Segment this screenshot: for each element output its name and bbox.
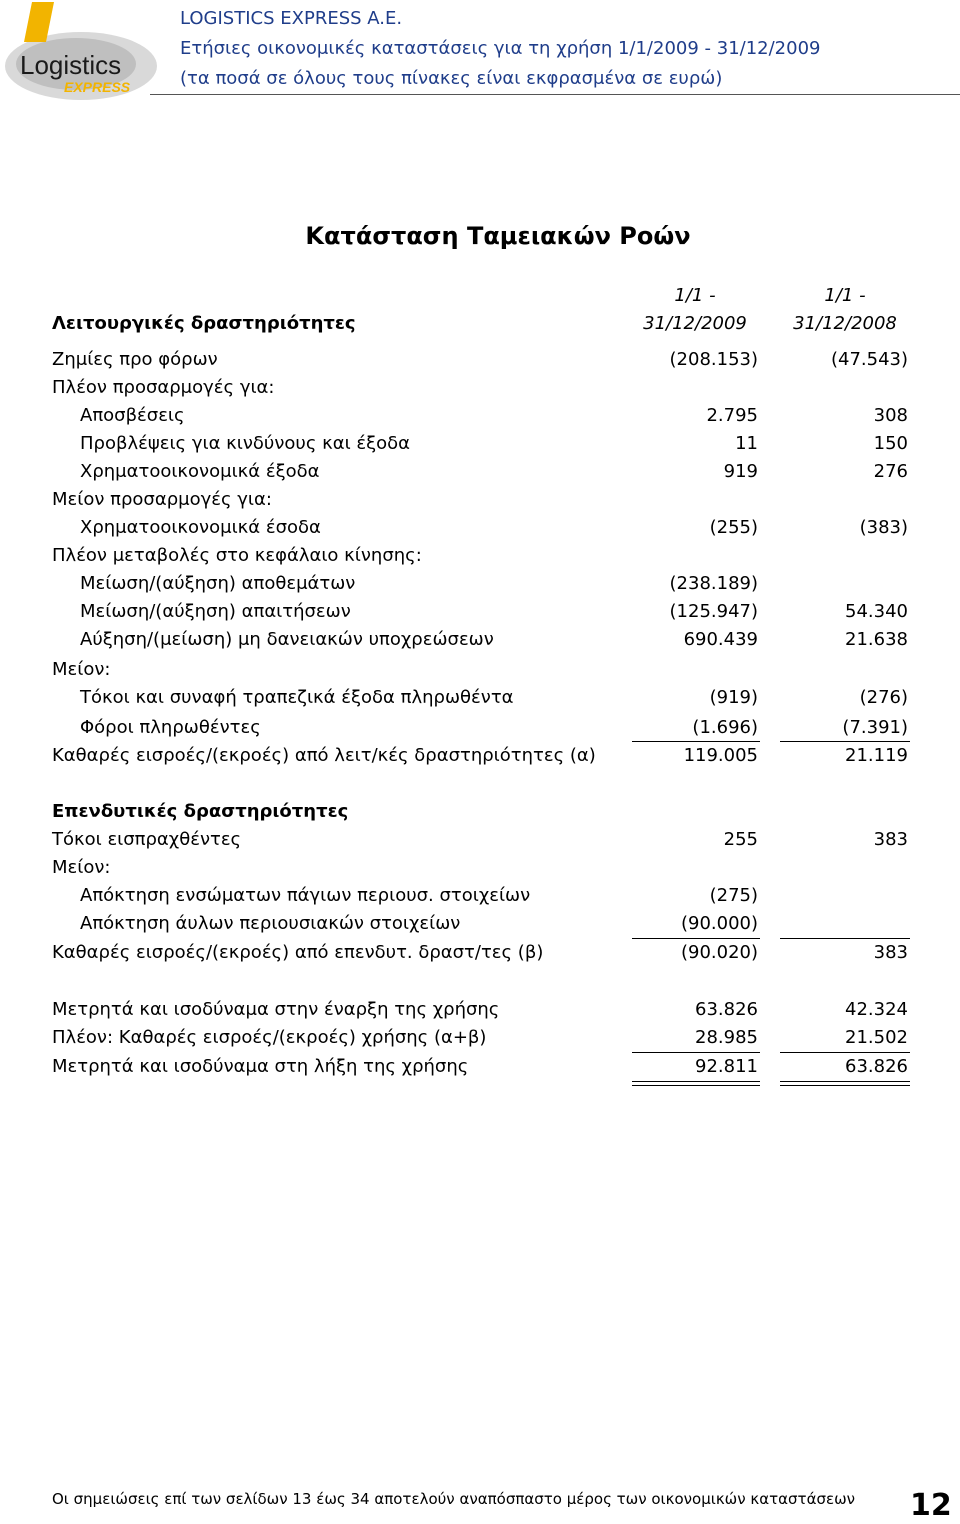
value-2009: (125.947) — [669, 601, 758, 622]
total-double-rule-2008 — [780, 1085, 910, 1086]
row-label: Μείωση/(αύξηση) απαιτήσεων — [80, 601, 351, 622]
value-2008: (383) — [859, 517, 908, 538]
section-heading-operating — [0, 310, 960, 338]
value-2009: (255) — [709, 517, 758, 538]
table-row-total — [0, 939, 960, 967]
value-2008: 383 — [873, 829, 908, 850]
row-label: Προβλέψεις για κινδύνους και έξοδα — [80, 433, 411, 454]
row-label: Πλέον: Καθαρές εισροές/(εκροές) χρήσης (α+β) — [52, 1027, 487, 1048]
value-2009: 690.439 — [683, 629, 758, 650]
value-2008: 42.324 — [845, 999, 908, 1020]
value-2008: 21.502 — [845, 1027, 908, 1048]
value-2009: 28.985 — [695, 1027, 758, 1048]
row-label: Ζημίες προ φόρων — [52, 349, 218, 370]
total-double-rule-2009 — [632, 1085, 760, 1086]
table-row — [0, 542, 960, 570]
col1-header-line1: 1/1 - — [674, 285, 716, 306]
currency-note: (τα ποσά σε όλους τους πίνακες είναι εκφρασμένα σε ευρώ) — [180, 68, 723, 89]
value-2008: 383 — [873, 942, 908, 963]
table-row — [0, 486, 960, 514]
row-label: Καθαρές εισροές/(εκροές) από λειτ/κές δραστηριότητες (α) — [52, 745, 596, 766]
row-label: Αύξηση/(μείωση) μη δανειακών υποχρεώσεων — [80, 629, 494, 650]
table-row — [0, 514, 960, 542]
page-header — [0, 0, 960, 110]
total-double-rule-2009 — [632, 1081, 760, 1082]
row-label: Μείον προσαρμογές για: — [52, 489, 272, 510]
value-2008: 308 — [873, 405, 908, 426]
table-row — [0, 996, 960, 1024]
value-2008: 276 — [873, 461, 908, 482]
row-label: Τόκοι και συναφή τραπεζικά έξοδα πληρωθέντα — [80, 687, 514, 708]
value-2009: 92.811 — [695, 1056, 758, 1077]
row-label: Αποσβέσεις — [80, 405, 185, 426]
total-double-rule-2008 — [780, 1081, 910, 1082]
row-label: Πλέον μεταβολές στο κεφάλαιο κίνησης: — [52, 545, 422, 566]
report-subtitle: Ετήσιες οικονομικές καταστάσεις για τη χρήση 1/1/2009 - 31/12/2009 — [180, 38, 821, 59]
value-2009: 255 — [723, 829, 758, 850]
company-name: LOGISTICS EXPRESS A.E. — [180, 8, 403, 29]
table-row — [0, 430, 960, 458]
row-label: Μείον: — [52, 857, 111, 878]
value-2009: (90.000) — [680, 913, 758, 934]
row-label: Καθαρές εισροές/(εκροές) από επενδυτ. δραστ/τες (β) — [52, 942, 544, 963]
value-2008: (7.391) — [842, 717, 908, 738]
footer-note: Οι σημειώσεις επί των σελίδων 13 έως 34 αποτελούν αναπόσπαστο μέρος των οικονομικών καταστάσεων — [52, 1490, 856, 1508]
row-label: Φόροι πληρωθέντες — [80, 717, 261, 738]
logo-text: Logistics — [20, 50, 122, 80]
value-2009: 2.795 — [706, 405, 758, 426]
table-row — [0, 570, 960, 598]
row-label: Χρηματοοικονομικά έσοδα — [80, 517, 321, 538]
page-number: 12 — [910, 1488, 952, 1523]
value-2009: 919 — [723, 461, 758, 482]
value-2008: 150 — [873, 433, 908, 454]
section-heading-label: Λειτουργικές δραστηριότητες — [52, 313, 356, 334]
row-label: Μείον: — [52, 659, 111, 680]
row-label: Μείωση/(αύξηση) αποθεμάτων — [80, 573, 356, 594]
table-row — [0, 598, 960, 626]
value-2008: 21.638 — [845, 629, 908, 650]
table-row — [0, 656, 960, 684]
table-row — [0, 458, 960, 486]
row-label: Απόκτηση άυλων περιουσιακών στοιχείων — [80, 913, 461, 934]
statement-title: Κατάσταση Ταμειακών Ροών — [305, 222, 691, 250]
table-row — [0, 626, 960, 654]
row-label: Μετρητά και ισοδύναμα στη λήξη της χρήσης — [52, 1056, 469, 1077]
table-row — [0, 684, 960, 712]
table-row — [0, 714, 960, 742]
table-row — [0, 402, 960, 430]
row-label: Χρηματοοικονομικά έξοδα — [80, 461, 320, 482]
value-2009: (275) — [709, 885, 758, 906]
table-row-total — [0, 742, 960, 770]
value-2009: 119.005 — [683, 745, 758, 766]
table-row-total — [0, 1053, 960, 1081]
company-logo — [2, 2, 160, 106]
table-row — [0, 346, 960, 374]
value-2008: 21.119 — [845, 745, 908, 766]
col2-header-line2: 31/12/2008 — [793, 313, 897, 334]
row-label: Τόκοι εισπραχθέντες — [52, 829, 242, 850]
value-2008: 63.826 — [845, 1056, 908, 1077]
logo-subtext: EXPRESS — [64, 79, 131, 95]
value-2008: (47.543) — [830, 349, 908, 370]
row-label: Πλέον προσαρμογές για: — [52, 377, 275, 398]
table-row — [0, 374, 960, 402]
col1-header-line2: 31/12/2009 — [643, 313, 747, 334]
value-2009: 11 — [735, 433, 758, 454]
value-2009: (208.153) — [669, 349, 758, 370]
table-row — [0, 1024, 960, 1052]
value-2008: (276) — [859, 687, 908, 708]
row-label: Μετρητά και ισοδύναμα στην έναρξη της χρήσης — [52, 999, 500, 1020]
value-2009: (90.020) — [680, 942, 758, 963]
value-2008: 54.340 — [845, 601, 908, 622]
row-label: Απόκτηση ενσώματων πάγιων περιουσ. στοιχείων — [80, 885, 531, 906]
value-2009: (238.189) — [669, 573, 758, 594]
section-heading-label: Επενδυτικές δραστηριότητες — [52, 801, 349, 822]
value-2009: (1.696) — [692, 717, 758, 738]
table-row — [0, 854, 960, 882]
value-2009: 63.826 — [695, 999, 758, 1020]
header-rule — [150, 94, 960, 95]
table-row — [0, 882, 960, 910]
value-2009: (919) — [709, 687, 758, 708]
table-row — [0, 826, 960, 854]
col2-header-line1: 1/1 - — [824, 285, 866, 306]
section-heading-investing — [0, 798, 960, 826]
table-row — [0, 910, 960, 938]
